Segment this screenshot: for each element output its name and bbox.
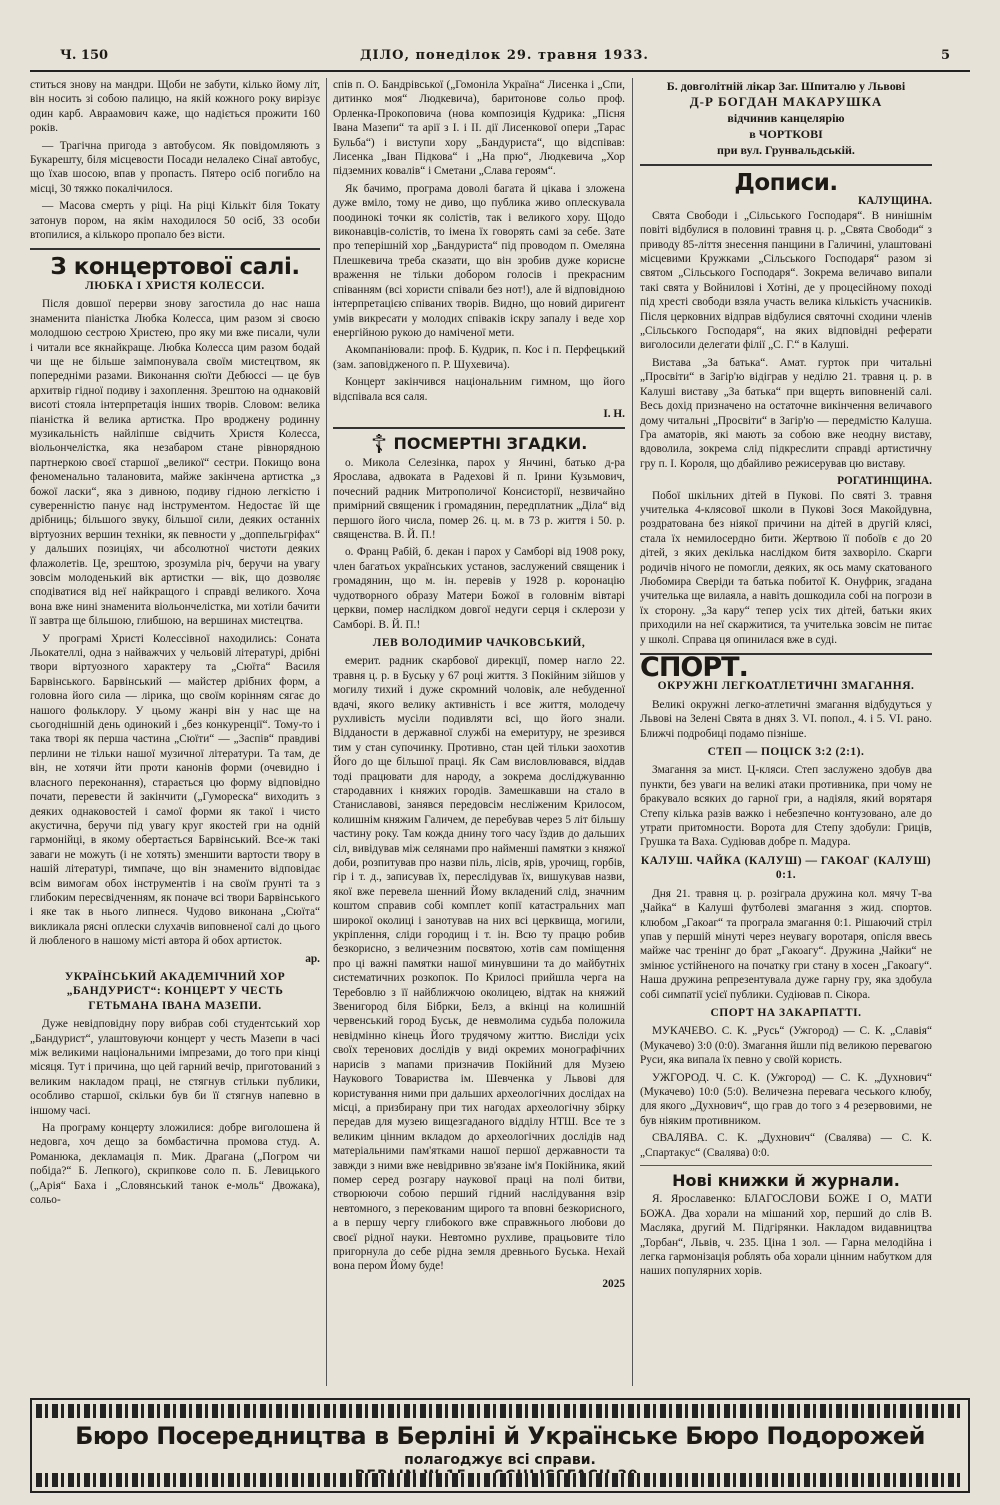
column-divider — [326, 78, 327, 1386]
sport-headline: СПОРТ НА ЗАКАРПАТТІ. — [710, 1006, 862, 1019]
article-text: Свята Свободи і „Сільського Господаря“. В нинішнім повіті відбулися в половині травня ц. р. „Свята Свободи“ з приводу 85-ліття знесення панщини в Галичині, улаштовані місцевими Кружками „Сільського Господаря“ разом зі святом „Сільського Господаря“. Зокрема величаво випали такі свята у Войнилові і Хотіні, де у процесійному поході під хресті свободи взяла участь велика кількість учасників. Після церковних відправ відбулися святочні сходини членів „Сільського Господаря“, на яких відповідні реферати виголосили делегати філії „С. Г.“ в Калуші. — [640, 209, 932, 352]
author-signature: І. Н. — [603, 407, 625, 420]
author-signature: ар. — [305, 952, 320, 965]
sport-headline: ОКРУЖНІ ЛЕГКОАТЛЕТИЧНІ ЗМАГАННЯ. — [657, 680, 915, 693]
article-headline: УКРАЇНСЬКИЙ АКАДЕМІЧНИЙ ХОР „БАНДУРИСТ“: КОНЦЕРТ У ЧЕСТЬ ГЕТЬМАНА ІВАНА МАЗЕПИ. — [64, 970, 286, 1012]
article-text: ститься знову на мандри. Щоби не забути, кілько йому літ, він носить зі собою палицю, на якій кожного року вирізує один карб. Авраамович каже, що надіється прожити 160 років. — [30, 79, 320, 135]
article-text: спів п. О. Бандрівської („Гомоніла Україна“ Лисенка і „Спи, дитинко моя“ Людкевича), баритонове сольо проф. Орленка-Прокоповича (нова композиція Кудрика: „Пісня Івана Мазепи“ та арії з I. і II. дії Лисенкової опери „Тарас Бульба“) і виступи хору „Бандуриста“, що відспівав: Лисенка „Іван Підкова“ і „На прю“, Людкевича „Хор підземних ковалів“ і Сметани „Слава героям“. — [333, 79, 625, 178]
column-2 — [333, 78, 625, 1388]
obituary-text: емерит. радник скарбової дирекції, помер нагло 22. травня ц. р. в Буську у 67 році життя. З Покійним зійшов у могилу тихий і дуже скромний чоловік, але небуденної вдачі, якого велику активність і все життя, молодечу рухливість мусіли подивляти всі, що його знали. Відданости в державної службі на емеритуру, не зрезився тим у стан супочинку. Противно, стан цей тільки заохотив Його до ще більшої праці. Як Сам висловлювався, віддав тоді працювати для народу, а зокрема досліджуванню стародавних і княжих городів. Замешкавши на стало в Станиславові, занявся передовсім несліженим Крилосом, колишнім княжим Галичем, де перебував через 5 літ більшу частину року. Там кожда днину того часу їздив до дальших сіл, вивідував між селянами про найменші памятки з княжої доби, розпитував про назви піль, лісів, ярів, урочищ, горбів, гір і т. д., записував їх, переслідував їх, вишукував назви, якої вже перевела шенний Йому вкладений слід, значним коштом справив собі комплет копії катастральних мап широкої околиці і занотував на них всі церквища, могили, укріплення, сліди городищ і т. ін. Всю ту працю робив безкорисно, з величезним посвятою, хотів сам поміщення про ці важні памятки нашої минувшини та до майбутніх систематичних розкопок. По Крилосі прийшла черга на Теребовлю з її найближчою околицею, відтак на княжий Звенигород біля Бібрки, Белз, а вкінці на колишній червенський город Буськ, де невмолима судьба положила невідмінно кінець Його трудячому життю. Висліди усіх своїх теренових дослідів у виді окремих монографічних нарисів з мапами призначив Покійний для Музею Наукового Товариства ім. Шевченка у Львові для користування ними при дальших археологічних дослідах на місці, а призбирану при тих нагодах археологічну збірку передав для музею вищезгаданого відділу НТШ. Все те з великим цінним вкладом до археологічних дослідів над матеріальними пам'ятками нашої першої державности та завжди з ними вже невідривно зв'язане ім'я Покійника, який помер серед розгару наукової праці на полі битви, створюючи собою перший гідний наслідування взір невтомного, з перекованим щирого та вповні безкорисного, а в першу чергу глибокого вже справжнього любови до своєї рідної науки. Невтомно рухливе, працьовите тіло пригорнула до себе рідна земля древнього Буська. Нехай вона пером Йому буде! — [333, 655, 625, 1273]
concert-section-title: З концертової салі. — [50, 254, 300, 281]
masthead-date: ДІЛО, понеділок 29. травня 1933. — [360, 48, 649, 63]
article-text: Змагання за мист. Ц-кляси. Степ заслужено здобув два пункти, без уваги на великі атаки противника, при чому не бракувало всяких до гарної гри, а надіяля, який ворятаря Степу кілька разів важко і небезпечно контузовано, але до утрати притомности. Ворота для Степу здобули: Гриців, Грушка та Ваха. Судіював добре п. Мадура. — [640, 764, 932, 849]
ornamental-border — [36, 1404, 964, 1418]
article-text: Концерт закінчився національним гимном, що його відспівала вся саля. — [333, 376, 625, 403]
article-subtitle: ЛЮБКА І ХРИСТЯ КОЛЕССИ. — [85, 279, 265, 292]
article-text: Дуже невідповідну пору вибрав собі студентський хор „Бандурист“, улаштовуючи концерт у честь Мазепи в часі між великими національними імпрезами, до того при кінці місяця. Тут і причина, що цей гарний вечір, приготований з великим накладом праці, не стягнув стільки публики, особливо старшої, скільки був би її стягнув напевно в іншому часі. — [30, 1018, 320, 1117]
page-header — [30, 46, 970, 72]
article-text: На програму концерту зложилися: добре виголошена й недовга, хоч дещо за бомбастична промова студ. А. Романюка, декламація п. Мик. Драгана („Погром чи побіда?“ Б. Лепкого), скрипкове соло п. Б. Левицького („Арія“ Баха і „Словянський танок е-моль“ Двожака), сольо- — [30, 1122, 320, 1207]
obituary-text: о. Микола Селезінка, парох у Янчині, батько д-ра Ярослава, адвоката в Радехові й п. Ірини Кузьмович, почесний радник Митрополичої Консисторії, незвичайно примірний священик і громадянин, передплатник „Діла“ від першого його числа, помер 26. ц. м. в 73 р. життя і 50. р. священства. В. Й. П.! — [333, 457, 625, 542]
issue-number: Ч. 150 — [60, 48, 109, 63]
article-text: Великі окружні легко-атлетичні змагання відбудуться у Львові на Зелені Свята в днях 3. VI. попол., 4. і 5. VI. рано. Ближчі подробиці подамо пізніше. — [640, 698, 932, 740]
article-number: 2025 — [602, 1277, 625, 1290]
column-1 — [30, 78, 320, 1388]
region-heading: РОГАТИНЩИНА. — [837, 475, 932, 488]
ad-headline: Бюро Посередництва в Берліні й Українське Бюро Подорожей — [75, 1422, 925, 1450]
article-text: Акомпаніювали: проф. Б. Кудрик, п. Кос і п. Перфецький (зам. заповідженого п. Р. Шухевича). — [333, 344, 625, 371]
obituaries-title: ☦ ПОСМЕРТНІ ЗГАДКИ. — [370, 429, 588, 460]
article-text: У програмі Христі Колессівної находились: Соната Льокателлі, одна з найважчих у чельовій літературі, дрібні твори віртуозного характеру та „Сюїта“ Василя Барвінського. Барвінський — майстер дрібних форм, а головна його сила — лірика, що своїм корінням сягає до нашого фольклору. У цьому жанрі він у нас ще на сьогоднішній день одинокий і „без конкуренції“. Тому-то і така творі як перша частина „Сюїти“ — „Заспів“ правдиві перлини не тільки нашої музичної літератури. Та там, де він, не хотячи йти проти канонів форми (очевидно і власного переконання), старається цю форму відповідно почати, перевести й закінчити („Гумореска“ виходить з деяких однаковостей і самої форми як такої і чисто акустична, беручи під увагу круг якостей гри на одній гармонійці, в якому обертається Барвінський. Все-ж такі заваги не можуть (і не хотять) зменшити вартости твору в нашій літературі, тимпаче, що він знаменито відповідає всім вимогам обох інструментів і на своїм ґрунті та з глибоким пересвідченням, як поначе всі твори Барвінського і яке так в нього липнеся. Чудово виконана „Сюїта“ викликала рясні оплески слухачів виповненої салі до цього й любленого в нашому місті автора й обох артисток. — [30, 632, 320, 948]
ornamental-border — [36, 1473, 964, 1487]
article-text: Дня 21. травня ц. р. розіграла дружина кол. мячу Т-ва „Чайка“ в Калуші футболеві змагання з жид. спортов. клюбом „Гакоаг“ та програла змагання 0:1. Рішаючий стріл упав у першій мінуті через неувагу воротаря, опісля ввесь майже час тренінг до брат „Гакоагу“. Дружина „Чайки“ не змінює устійненого на початку гри стану в хосен „Гакоагу“. Наша дружина репрезентувала дуже гарну гру, яка здобула собі симпатії усієї публики. Судіював п. Сікора. — [640, 887, 932, 1001]
ad-tagline: полагоджує всі справи. — [404, 1452, 596, 1468]
region-heading: КАЛУЩИНА. — [857, 195, 932, 208]
article-text: УЖГОРОД. Ч. С. К. (Ужгород) — С. К. „Духнович“ (Мукачево) 10:0 (5:0). Величезна перевага чеського клюбу, для якого „Духнович“, що грав до того з 4 резервовими, не був ніяким противником. — [640, 1071, 932, 1127]
column-3 — [640, 78, 932, 1388]
sport-headline: СТЕП — ПОЦІСК 3:2 (2:1). — [707, 746, 865, 759]
article-text: Побої шкільних дітей в Пукові. По святі 3. травня учителька 4-клясової школи в Пукові Зося Макойдувна, роздратована без ніякої причини на дітей в другій клясі, стала їх немилосердно бити. Жертвою її побоїв є до 20 дітей, з яких декілька наслідком битя захворіло. Скарги родичів нічого не помогли, деяких, як ось маму скатованого Любомира Сверіди та батька побитої К. Онуфрик, згадана учителька ще вилаяла, а навіть дошкодила собі на погрози в їх сторону. „За кару“ тепер усіх тих дітей, батьки яких приходили на неї скаржитися, та учителька зовсім не питає у школі. Справа ця опинилася вже в суді. — [640, 489, 932, 646]
article-text: Як бачимо, програма доволі багата й цікава і зложена дуже вміло, тому не диво, що публика живо оплескувала поодинокі точки як солістів, так і великого хору. Щодо виконавців-солістів, то імена їх говорять самі за себе. Зате про теперішній хор „Бандуриста“ під проводом п. Омеляна Плешкевича треба сказати, що він зробив дуже корисне враження не тільки добором голосів і прекрасним співанням (всі хористи співали без нот!), але й відповідною інтерпретацією співаних творів. Видно, що новий диригент умів викресати у молодих співаків іскру запалу і веде хор енергійною рукою до наміченої мети. — [333, 182, 625, 339]
sport-section-title: СПОРТ. — [640, 652, 748, 683]
article-text: Вистава „За батька“. Амат. гурток при читальні „Просвіти“ в Загір'ю відіграв у неділю 21. травня ц. р. в Калуші виставу „За батька“ при вщерть виповненій салі. Весь дохід призначено на остаточне викінчення величавого дому читальні „Просвіти“ в Загір'ю — передмістю Калуша. Гра аматорів, які мають за собою вже неодну виставу, вдоволила, зокрема слід підкреслити справді артистичну гру п. І. Короля, що дбайливо режисерував цю виставу. — [640, 356, 932, 470]
books-section-title: Нові книжки й журнали. — [672, 1171, 900, 1190]
sport-headline: КАЛУШ. ЧАЙКА (КАЛУШ) — ГАКОАГ (КАЛУШ) 0:1. — [640, 854, 932, 882]
section-rule — [640, 164, 932, 166]
section-rule — [640, 1165, 932, 1166]
article-text: — Трагічна пригода з автобусом. Як повідомляють з Букарешту, біля місцевости Посади нелалеко Сінаї автобус, що їхав шосою, впав у пропасть. Пятеро осіб погибло на місці, 30 тяжко покалічилося. — [30, 139, 320, 195]
article-text: СВАЛЯВА. С. К. „Духнович“ (Свалява) — С. К. „Спартакус“ (Свалява) 0:0. — [640, 1132, 932, 1159]
orthodox-cross-icon: ☦ — [370, 429, 388, 460]
section-rule — [30, 248, 320, 250]
article-text: МУКАЧЕВО. С. К. „Русь“ (Ужгород) — С. К. „Славія“ (Мукачево) 3:0 (0:0). Змагання йшли під великою перевагою Руси, яка випала їх певно у своїй користь. — [640, 1025, 932, 1067]
article-text: — Масова смерть у ріці. На ріці Кількіт біля Токату затонув пором, на якім находилося 50 осіб, 33 особи втопилися, а кількоро пропало без вісти. — [30, 200, 320, 242]
column-divider — [632, 78, 633, 1386]
correspondence-section-title: Дописи. — [734, 170, 838, 196]
advertisement-banner — [30, 1398, 970, 1493]
obituary-text: о. Франц Рабій, б. декан і парох у Самборі від 1908 року, член багатьох українських установ, заслужений священик і громадянин, що м. ін. перевів у 1928 р. коронацію чудотворного образу Матери Божої в головнім вівтарі церкви, помер наслідком довгої недуги серця і склерози у Самборі. В. Й. П.! — [333, 546, 625, 631]
page-number: 5 — [940, 48, 950, 63]
obituary-name: ЛЕВ ВОЛОДИМИР ЧАЧКОВСЬКИЙ, — [372, 636, 586, 649]
doctor-notice: Б. довголітній лікар Заг. Шпиталю у Львові Д-Р БОГДАН МАКАРУШКА відчинив канцелярію в ЧОРТКОВІ при вул. Грунвальдській. — [666, 79, 906, 157]
article-text: Після довшої перерви знову загостила до нас наша знаменита піаністка Любка Колесса, цим разом зі своєю молодшою сестрою Христею, про яку ми вже писали, чули і читали все якнайкраще. Любка Колесса цим разом бодай чи ще не більше заімпонувала своїм мистецтвом, як попередніми разами. Виконання сюїти Дебюссі — це був архитвір гідної подиву і захоплення. Зрештою на однаковій висоті стояла інтерпретація інших творів. Словом: велика піаністка й велика артистка. Про вроджену родинну музикальність найліпше свідчить Христя Колесса, віольончелістка, яка незабаром стане рівнорядною партнеркою своєї старшої „великої“ сестри. Покищо вона феноменально талановита, майже закінчена артистка „з божої ласки“, яка з дивною, подиву гідною легкістю і суверенністю панує над інструментом. Недостає їй ще дрібниць; більшого звуку, більшої сили, деяких останніх віртуозних вершин техніки, як певности у „доппельгріфах“ у дальших позиціях, чи абсолютної чистоти деяких флажолетів. Це, зрештою, зрозуміла річ, беручи на увагу зовсім молоденький вік артистки — вік, що дозволяє сподіватися від неї найкращого і справді великого. Хоча вона вже нині знаменита віольончелістка, ми хотіли бачити її завтра ще більшою, глибшою, на вершинах мистецтва. — [30, 298, 320, 628]
article-text: Я. Ярославенко: БЛАГОСЛОВИ БОЖЕ І О, МАТИ БОЖА. Два хорали на мішаний хор, перший до слів В. Масляка, другий М. Підгірянки. Накладом видавництва „Торбан“, Львів, ч. 235. Ціна 1 зол. — Гарна мелодійна і легка гармонізація роблять оба хорали цінним набутком для наших популярних хорів. — [640, 1193, 932, 1278]
